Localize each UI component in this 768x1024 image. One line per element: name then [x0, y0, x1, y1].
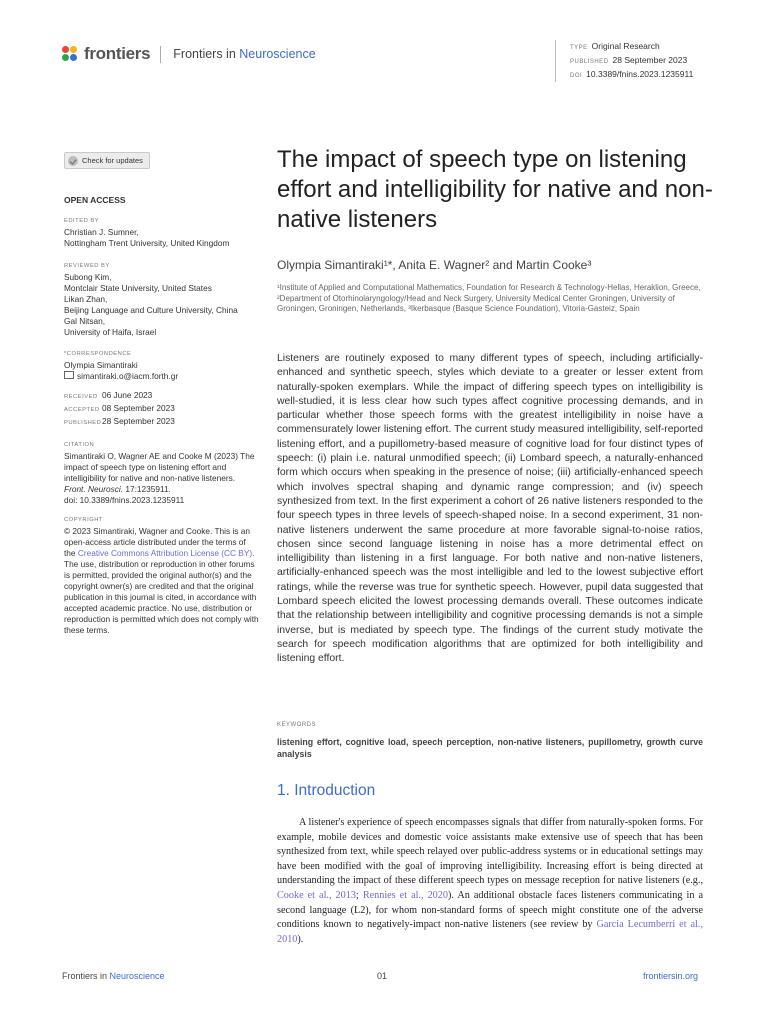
citation-text: Simantiraki O, Wagner AE and Cooke M (2023) The impact of speech type on listening effort and intelligibility for native and non-native listeners.: [64, 451, 255, 483]
correspondence-name: Olympia Simantiraki: [64, 360, 138, 370]
frontiers-logo-icon: [62, 46, 78, 62]
reviewer-line: Gal Nitsan,: [64, 316, 106, 326]
received-value: 06 June 2023: [102, 390, 153, 400]
article-meta: [555, 40, 693, 82]
check-updates-label: Check for updates: [82, 156, 143, 165]
footer-site-link[interactable]: frontiersin.org: [643, 971, 699, 981]
citation-link[interactable]: Rennies et al., 2020: [362, 889, 448, 901]
footer-journal-prefix: Frontiers in: [62, 971, 110, 981]
logo-text: frontiers: [84, 44, 151, 63]
page-number: 01: [377, 971, 388, 981]
reviewer-line: University of Haifa, Israel: [64, 327, 157, 337]
citation-separator: ;: [355, 889, 363, 901]
journal-name-accent: Neuroscience: [239, 47, 316, 61]
citation-link[interactable]: Cooke et al., 2013: [277, 889, 356, 901]
intro-text: ). An additional obstacle faces listeners communicating in a second language (L2), for whom non-standard forms of speech might constitute one of the adverse conditions known to negatively-impact non-native listeners (see review by: [277, 889, 703, 931]
citation-volume: 17:1235911.: [123, 484, 171, 494]
email-icon: [64, 371, 74, 379]
accepted-label: ACCEPTED: [64, 407, 100, 413]
correspondence-email[interactable]: simantiraki.o@iacm.forth.gr: [77, 371, 179, 381]
cc-license-link[interactable]: Creative Commons Attribution License (CC BY): [77, 548, 253, 558]
reviewed-by-label: REVIEWED BY: [64, 263, 110, 269]
reviewer-line: Subong Kim,: [64, 272, 112, 282]
footer-journal[interactable]: [62, 971, 165, 981]
meta-published-label: PUBLISHED: [570, 59, 609, 65]
reviewer-line: Montclair State University, United States: [64, 283, 212, 293]
check-icon: [68, 156, 78, 166]
intro-paragraph: [277, 816, 703, 947]
authors: Olympia Simantiraki¹*, Anita E. Wagner² and Martin Cooke³: [277, 258, 592, 272]
sidebar: [64, 152, 259, 636]
meta-type-value: Original Research: [591, 41, 660, 51]
open-access-label: OPEN ACCESS: [64, 195, 126, 205]
edited-by-line: Christian J. Sumner,: [64, 227, 139, 237]
citation-label: CITATION: [64, 442, 95, 448]
citation-doi[interactable]: doi: 10.3389/fnins.2023.1235911: [64, 495, 185, 505]
intro-text: ).: [297, 933, 304, 945]
section-heading-introduction: 1. Introduction: [277, 782, 376, 799]
citation: [64, 451, 259, 506]
copyright-label: COPYRIGHT: [64, 517, 103, 523]
meta-type-label: TYPE: [570, 45, 588, 51]
copyright-text: [64, 526, 259, 636]
intro-text: A listener's experience of speech encompasses signals that differ from naturally-spoken forms. For example, mobile devices and domestic voice assistants make extensive use of speech that has been synthesized from text, while speech relayed over public-address systems or in educational settings may have been modified with the goal of improving intelligibility. Increasing effort is being directed at understanding the impact of these different speech types on message reception for native listeners (e.g.,: [277, 817, 703, 887]
check-updates-button[interactable]: [64, 152, 150, 169]
reviewer-line: Likan Zhan,: [64, 294, 108, 304]
keywords-label: KEYWORDS: [277, 722, 317, 728]
citation-link[interactable]: Garcia Lecumberri et al., 2010: [277, 919, 703, 945]
correspondence-label: *CORRESPONDENCE: [64, 351, 132, 357]
correspondence-email-row[interactable]: [64, 371, 259, 382]
meta-doi-value[interactable]: 10.3389/fnins.2023.1235911: [586, 69, 694, 79]
received-label: RECEIVED: [64, 394, 98, 400]
article-title: The impact of speech type on listening effort and intelligibility for native and non-native listeners: [277, 146, 713, 233]
abstract: Listeners are routinely exposed to many different types of speech, including artificially-enhanced and synthetic speech, styles which deviate to a greater or lesser extent from naturally-spoken exemplars. While the impact of differing speech types on intelligibility is well-studied, it is less clear how such types affect cognitive processing demands, and in particular whether those speech forms with the greatest intelligibility in noise have a commensurately lower listening effort. The current study measured intelligibility, self-reported listening effort, and a pupillometry-based measure of cognitive load for four distinct types of speech: (i) plain i.e. natural unmodified speech; (ii) Lombard speech, a naturally-enhanced form which occurs when speaking in the presence of noise; (iii) artificially-enhanced speech which involves spectral shaping and dynamic range compression; and (iv) speech synthesized from text. In the first experiment a cohort of 26 native listeners responded to the four speech types in three levels of speech-shaped noise. In a second experiment, 31 non-native listeners underwent the same procedure at more favorable signal-to-noise ratios, chosen since second language listening in noise has a more detrimental effect on intelligibility than listening in a first language. For both native and non-native listeners, artificially-enhanced speech was the most intelligible and led to the lowest subjective effort ratings, while the reverse was true for synthetic speech. However, pupil data suggested that Lombard speech elicited the lowest processing demands overall. These outcomes indicate that the relationship between intelligibility and cognitive processing demands is not a simple inverse, but is mediated by speech type. The findings of the current study motivate the search for speech modification algorithms that are optimized for both intelligibility and listening effort.: [277, 353, 703, 665]
meta-published-value: 28 September 2023: [612, 55, 688, 65]
affiliations: ¹Institute of Applied and Computational Mathematics, Foundation for Research & Technology-Hellas, Heraklion, Greece, ²Department of Otorhinolaryngology/Head and Neck Surgery, University Medical Center Groningen, University of Groningen, Groningen, Netherlands, ³Ikerbasque (Basque Science Foundation), Vitoria-Gasteiz, Spain: [277, 283, 701, 313]
keywords: listening effort, cognitive load, speech perception, non-native listeners, pupillometry, growth curve analysis: [277, 737, 703, 759]
published-value: 28 September 2023: [102, 416, 175, 426]
footer-journal-name: Neuroscience: [109, 971, 165, 981]
accepted-value: 08 September 2023: [102, 403, 175, 413]
reviewer-line: Beijing Language and Culture University, China: [64, 305, 238, 315]
journal-name[interactable]: [173, 47, 315, 61]
frontiers-logo[interactable]: [62, 44, 316, 64]
copyright-post: . The use, distribution or reproduction in other forums is permitted, provided the original author(s) and the copyright owner(s) are credited and that the original publication in this journal is cited, in accordance with accepted academic practice. No use, distribution or reproduction is permitted which does not comply with these terms.: [64, 548, 259, 635]
edited-by-label: EDITED BY: [64, 218, 100, 224]
published-label: PUBLISHED: [64, 420, 102, 426]
dates: [64, 390, 259, 429]
journal-prefix: Frontiers in: [173, 47, 240, 61]
edited-by-line: Nottingham Trent University, United Kingdom: [64, 238, 230, 248]
citation-journal: Front. Neurosci.: [64, 484, 124, 494]
copyright-pre: © 2023 Simantiraki, Wagner and Cooke. This is an open-access article distributed under the terms of the: [64, 526, 250, 558]
logo-divider: [160, 46, 161, 63]
meta-doi-label: DOI: [570, 73, 583, 79]
